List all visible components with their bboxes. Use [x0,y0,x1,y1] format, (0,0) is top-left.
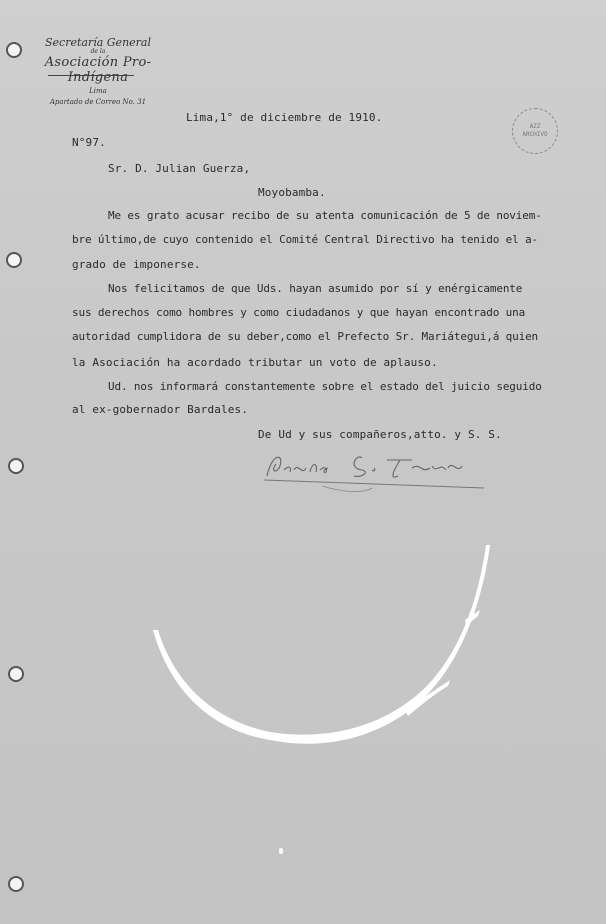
letterhead-connector: de la [90,48,106,55]
letter-recipient: Sr. D. Julian Guerza, [108,162,251,175]
letterhead-office: Secretaría General [44,36,151,49]
letterhead-po-box: Apartado de Correo No. 31 [49,98,147,106]
stamp-label: ARCHIVO [522,131,548,138]
punch-hole [6,42,22,58]
letter-closing: De Ud y sus compañeros,atto. y S. S. [258,428,502,441]
paragraph3-line2: al ex-gobernador Bardales. [72,403,249,416]
paragraph2-line2: sus derechos como hombres y como ciudadanos y que hayan encontrado una [72,306,526,319]
letter-number: N°97. [72,136,106,149]
letterhead-divider [48,75,134,76]
paragraph1-line3: grado de imponerse. [72,258,201,271]
torn-paper-damage [150,540,500,760]
paragraph3-line1: Ud. nos informará constantemente sobre el estado del juicio seguido [108,380,542,393]
paragraph2-line1: Nos felicitamos de que Uds. hayan asumido por sí y enérgicamente [108,282,523,295]
letter-date: Lima,1° de diciembre de 1910. [186,111,383,124]
paragraph1-line2: bre último,de cuyo contenido el Comité Central Directivo ha tenido el a- [72,233,539,246]
paragraph2-line4: la Asociación ha acordado tributar un voto de aplauso. [72,356,438,369]
paragraph1-line1: Me es grato acusar recibo de su atenta comunicación de 5 de noviem- [108,209,542,222]
punch-hole [8,458,24,474]
paper-speck [279,848,283,854]
letter-place: Moyobamba. [258,186,326,199]
handwritten-signature [262,448,492,498]
archive-stamp [512,108,558,154]
letterhead [18,36,178,106]
punch-hole [8,666,24,682]
letterhead-city: Lima [89,87,107,95]
punch-hole [6,252,22,268]
letterhead-organization: Asociación Pro-Indígena [44,55,152,85]
stamp-code: AZZ [529,123,541,130]
paragraph2-line3: autoridad cumplidora de su deber,como el Prefecto Sr. Mariátegui,á quien [72,330,539,343]
punch-hole [8,876,24,892]
